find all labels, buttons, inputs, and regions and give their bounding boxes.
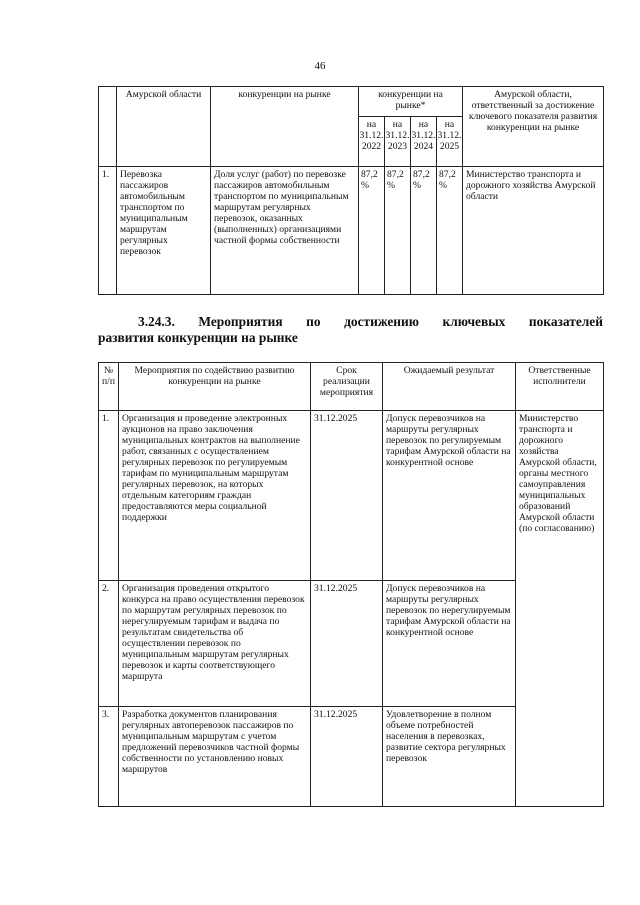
section-word: Мероприятия (198, 314, 283, 329)
row-measure: Организация и проведение электронных аукционов на право заключения муниципальных контрактов на выполнение работ, связанных с осуществлением регулярных перевозок по регулируемым тарифам по муниципальным маршрутам регулярных перевозок, на которых отдельным категориям граждан предоставляются меры социальной поддержки (119, 411, 311, 581)
header-indicator: конкуренции на рынке (211, 87, 359, 167)
row-deadline: 31.12.2025 (311, 411, 383, 581)
table-row (99, 411, 604, 581)
header-responsible: Амурской области, ответственный за достижение ключевого показателя развития конкуренции на рынке (463, 87, 604, 167)
row-measure: Разработка документов планирования регулярных автоперевозок пассажиров по муниципальным маршрутам с учетом предложений перевозчиков частной формы собственности по установлению новых маршрутов (119, 707, 311, 807)
section-word: достижению (344, 314, 419, 329)
table-row (99, 167, 604, 295)
row-num: 1. (99, 411, 119, 581)
header-result: Ожидаемый результат (383, 363, 516, 411)
value-2022: 87,2 % (359, 167, 385, 295)
row-executors: Министерство транспорта и дорожного хозяйства Амурской области, органы местного самоуправления муниципальных образований Амурской области (по согласованию) (516, 411, 604, 807)
row-responsible: Министерство транспорта и дорожного хозяйства Амурской области (463, 167, 604, 295)
key-indicators-table (98, 86, 604, 295)
year-2022: на 31.12. 2022 (359, 117, 385, 167)
measures-table (98, 362, 604, 807)
row-measure: Организация проведения открытого конкурса на право осуществления перевозок по маршрутам регулярных перевозок по нерегулируемым тарифам и выдача по результатам свидетельства об осуществлении перевозок по муниципальным маршрутам регулярных перевозок и карты соответствующего маршрута (119, 581, 311, 707)
page-number: 46 (314, 60, 326, 72)
section-word: по (306, 314, 321, 329)
section-number: 3.24.3. (138, 314, 175, 329)
value-2023: 87,2 % (385, 167, 411, 295)
value-2025: 87,2 % (437, 167, 463, 295)
row-num: 2. (99, 581, 119, 707)
header-num-cell (99, 87, 117, 167)
row-result: Удовлетворение в полном объеме потребностей населения в перевозках, развитие сектора регулярных перевозок (383, 707, 516, 807)
row-deadline: 31.12.2025 (311, 707, 383, 807)
header-deadline: Срок реализации мероприятия (311, 363, 383, 411)
header-measure: Мероприятия по содействию развитию конкуренции на рынке (119, 363, 311, 411)
header-num: № п/п (99, 363, 119, 411)
year-2024: на 31.12. 2024 (411, 117, 437, 167)
header-executors: Ответственные исполнители (516, 363, 604, 411)
year-2025: на 31.12. 2025 (437, 117, 463, 167)
row-num: 3. (99, 707, 119, 807)
section-word: ключевых (442, 314, 506, 329)
row-indicator: Доля услуг (работ) по перевозке пассажиров автомобильным транспортом по муниципальным маршрутам регулярных перевозок, оказанных (выполненных) организациями частной формы собственности (211, 167, 359, 295)
row-market: Перевозка пассажиров автомобильным транспортом по муниципальным маршрутам регулярных перевозок (117, 167, 211, 295)
section-heading (98, 314, 603, 346)
header-region: Амурской области (117, 87, 211, 167)
header-values-group: конкуренции на рынке* (359, 87, 463, 117)
section-title-line2: развития конкуренции на рынке (98, 330, 298, 345)
row-deadline: 31.12.2025 (311, 581, 383, 707)
row-result: Допуск перевозчиков на маршруты регулярных перевозок по регулируемым тарифам Амурской области на конкурентной основе (383, 411, 516, 581)
value-2024: 87,2 % (411, 167, 437, 295)
row-num: 1. (99, 167, 117, 295)
section-word: показателей (528, 314, 603, 329)
row-result: Допуск перевозчиков на маршруты регулярных перевозок по нерегулируемым тарифам Амурской области на конкурентной основе (383, 581, 516, 707)
year-2023: на 31.12. 2023 (385, 117, 411, 167)
